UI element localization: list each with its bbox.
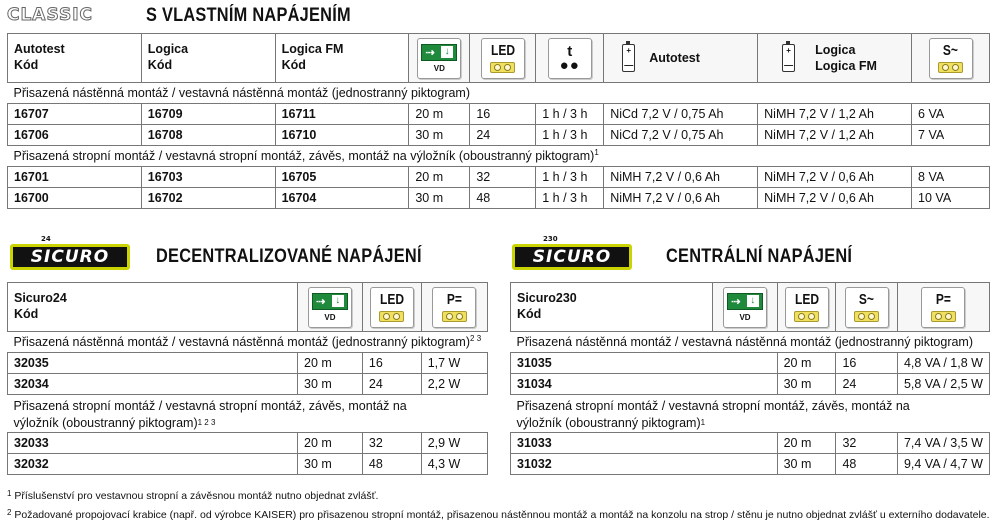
logica-label: Logica Logica FM bbox=[815, 43, 877, 73]
table-cell: 16701 bbox=[8, 167, 142, 188]
table-cell: NiCd 7,2 V / 0,75 Ah bbox=[604, 125, 758, 146]
table-cell: NiCd 7,2 V / 0,75 Ah bbox=[604, 104, 758, 125]
table-cell: 16700 bbox=[8, 188, 142, 209]
central-title: CENTRÁLNÍ NAPÁJENÍ bbox=[666, 246, 853, 267]
table-cell: 20 m bbox=[409, 104, 470, 125]
table-cell: NiMH 7,2 V / 0,6 Ah bbox=[604, 167, 758, 188]
table-cell: 30 m bbox=[409, 188, 470, 209]
table-row bbox=[8, 125, 990, 146]
table-cell: 16711 bbox=[275, 104, 409, 125]
table-cell: NiMH 7,2 V / 1,2 Ah bbox=[758, 104, 912, 125]
table-cell: 16 bbox=[836, 353, 898, 374]
section-wall-mount: Přisazená nástěnná montáž / vestavná nástěnná montáž (jednostranný piktogram) bbox=[511, 332, 990, 353]
header-led-picto bbox=[470, 34, 536, 83]
table-cell: 7,4 VA / 3,5 W bbox=[897, 433, 989, 454]
table-cell: NiMH 7,2 V / 1,2 Ah bbox=[758, 125, 912, 146]
battery-icon: + — bbox=[624, 46, 634, 70]
led-icon: LED bbox=[481, 38, 525, 79]
table-cell: 20 m bbox=[777, 353, 836, 374]
table-cell: 20 m bbox=[777, 433, 836, 454]
header-autotest-kod: Autotest Kód bbox=[8, 34, 142, 83]
header-sicuro24-kod: Sicuro24 Kód bbox=[8, 283, 298, 332]
table-cell: 20 m bbox=[298, 353, 363, 374]
table-cell: 31033 bbox=[511, 433, 778, 454]
table-row bbox=[8, 353, 488, 374]
table-cell: 32032 bbox=[8, 454, 298, 475]
header-time-picto bbox=[536, 34, 604, 83]
footnote-1: $^1$ Příslušenství pro vestavnou stropní a závěsnou montáž nutno objednat zvlášť. bbox=[7, 489, 379, 502]
table-cell: 1 h / 3 h bbox=[536, 167, 604, 188]
header-led-picto bbox=[777, 283, 836, 332]
table-cell: 9,4 VA / 4,7 W bbox=[897, 454, 989, 475]
decentral-table bbox=[7, 282, 488, 475]
table-row bbox=[8, 167, 990, 188]
exit-sign-icon: ⇢ ↓ VD bbox=[723, 287, 767, 328]
brand-label: CLASSIC bbox=[7, 5, 93, 25]
footnote-2: $^2$ Požadované propojovací krabice (např. od výrobce KAISER) pro přisazenou stropní montáž, přisazenou nástěnnou montáž a montáž na konzolu na strop / stěnu je nutno objednat zvlášť u externího dodavatele. bbox=[7, 508, 990, 521]
table-cell: 32033 bbox=[8, 433, 298, 454]
table-cell: NiMH 7,2 V / 0,6 Ah bbox=[758, 167, 912, 188]
table-cell: 48 bbox=[470, 188, 536, 209]
table-cell: 24 bbox=[362, 374, 421, 395]
table-cell: NiMH 7,2 V / 0,6 Ah bbox=[604, 188, 758, 209]
ac-power-icon: S~ bbox=[929, 38, 973, 79]
decentral-title: DECENTRALIZOVANÉ NAPÁJENÍ bbox=[156, 246, 422, 267]
header-exit-picto bbox=[409, 34, 470, 83]
table-cell: 30 m bbox=[298, 454, 363, 475]
table-row bbox=[8, 104, 990, 125]
autotest-label: Autotest bbox=[649, 51, 700, 65]
classic-title: S VLASTNÍM NAPÁJENÍM bbox=[146, 5, 351, 26]
header-dc-picto bbox=[897, 283, 989, 332]
exit-sign-icon: ⇢ ↓ VD bbox=[417, 38, 461, 79]
table-cell: 16 bbox=[362, 353, 421, 374]
timer-icon: t ●● bbox=[548, 38, 592, 79]
table-cell: 10 VA bbox=[912, 188, 990, 209]
section-wall-mount: Přisazená nástěnná montáž / vestavná nástěnná montáž (jednostranný piktogram)$^{2 3}$ bbox=[8, 332, 488, 353]
table-cell: 1,7 W bbox=[421, 353, 487, 374]
table-cell: 2,9 W bbox=[421, 433, 487, 454]
table-cell: 24 bbox=[470, 125, 536, 146]
header-dc-picto bbox=[421, 283, 487, 332]
table-cell: 16703 bbox=[141, 167, 275, 188]
table-cell: 31032 bbox=[511, 454, 778, 475]
table-cell: 2,2 W bbox=[421, 374, 487, 395]
table-cell: 16708 bbox=[141, 125, 275, 146]
table-cell: 48 bbox=[836, 454, 898, 475]
led-icon: LED bbox=[785, 287, 829, 328]
table-cell: 16 bbox=[470, 104, 536, 125]
dc-power-icon: P= bbox=[921, 287, 965, 328]
table-cell: 8 VA bbox=[912, 167, 990, 188]
exit-sign-icon: ⇢ ↓ VD bbox=[308, 287, 352, 328]
table-cell: 32034 bbox=[8, 374, 298, 395]
table-cell: 30 m bbox=[409, 125, 470, 146]
header-logica-battery bbox=[758, 34, 912, 83]
section-ceiling-mount: Přisazená stropní montáž / vestavná stropní montáž, závěs, montáž na výložník (oboustranný piktogram)$^{1 2 3}$ bbox=[8, 395, 488, 433]
table-row bbox=[511, 353, 990, 374]
header-exit-picto bbox=[298, 283, 363, 332]
table-cell: 7 VA bbox=[912, 125, 990, 146]
battery-icon: + — bbox=[784, 46, 794, 70]
central-table bbox=[510, 282, 990, 475]
table-row bbox=[8, 374, 488, 395]
table-cell: 32 bbox=[362, 433, 421, 454]
table-cell: 1 h / 3 h bbox=[536, 104, 604, 125]
table-cell: 16704 bbox=[275, 188, 409, 209]
led-icon: LED bbox=[370, 287, 414, 328]
header-sicuro230-kod: Sicuro230 Kód bbox=[511, 283, 713, 332]
table-cell: 1 h / 3 h bbox=[536, 188, 604, 209]
table-cell: 16706 bbox=[8, 125, 142, 146]
sicuro24-logo: 24 SICURO bbox=[10, 244, 130, 270]
table-row bbox=[511, 374, 990, 395]
section-ceiling-mount: Přisazená stropní montáž / vestavná stropní montáž, závěs, montáž na výložník (oboustranný piktogram)$^1$ bbox=[8, 146, 990, 167]
table-row bbox=[8, 454, 488, 475]
table-row bbox=[8, 433, 488, 454]
table-cell: 24 bbox=[836, 374, 898, 395]
table-cell: NiMH 7,2 V / 0,6 Ah bbox=[758, 188, 912, 209]
classic-table bbox=[7, 33, 990, 209]
table-cell: 1 h / 3 h bbox=[536, 125, 604, 146]
header-exit-picto bbox=[713, 283, 777, 332]
dc-power-icon: P= bbox=[432, 287, 476, 328]
table-cell: 16702 bbox=[141, 188, 275, 209]
table-cell: 4,3 W bbox=[421, 454, 487, 475]
ac-power-icon: S~ bbox=[845, 287, 889, 328]
table-cell: 32 bbox=[836, 433, 898, 454]
table-cell: 16709 bbox=[141, 104, 275, 125]
header-ac-picto bbox=[836, 283, 898, 332]
table-row bbox=[511, 433, 990, 454]
table-row bbox=[8, 188, 990, 209]
table-cell: 16707 bbox=[8, 104, 142, 125]
table-cell: 20 m bbox=[298, 433, 363, 454]
table-cell: 32 bbox=[470, 167, 536, 188]
table-cell: 4,8 VA / 1,8 W bbox=[897, 353, 989, 374]
table-cell: 20 m bbox=[409, 167, 470, 188]
table-cell: 30 m bbox=[777, 374, 836, 395]
header-logica-fm-kod: Logica FM Kód bbox=[275, 34, 409, 83]
table-cell: 5,8 VA / 2,5 W bbox=[897, 374, 989, 395]
header-power-picto bbox=[912, 34, 990, 83]
table-cell: 6 VA bbox=[912, 104, 990, 125]
table-cell: 30 m bbox=[298, 374, 363, 395]
table-cell: 48 bbox=[362, 454, 421, 475]
table-cell: 16705 bbox=[275, 167, 409, 188]
header-autotest-battery bbox=[604, 34, 758, 83]
section-ceiling-mount: Přisazená stropní montáž / vestavná stropní montáž, závěs, montáž na výložník (oboustranný piktogram)$^1$ bbox=[511, 395, 990, 433]
sicuro230-logo: 230 SICURO bbox=[512, 244, 632, 270]
header-led-picto bbox=[362, 283, 421, 332]
section-wall-mount: Přisazená nástěnná montáž / vestavná nástěnná montáž (jednostranný piktogram) bbox=[8, 83, 990, 104]
table-cell: 31034 bbox=[511, 374, 778, 395]
table-cell: 30 m bbox=[777, 454, 836, 475]
header-logica-kod: Logica Kód bbox=[141, 34, 275, 83]
table-cell: 32035 bbox=[8, 353, 298, 374]
table-cell: 31035 bbox=[511, 353, 778, 374]
table-cell: 16710 bbox=[275, 125, 409, 146]
table-row bbox=[511, 454, 990, 475]
